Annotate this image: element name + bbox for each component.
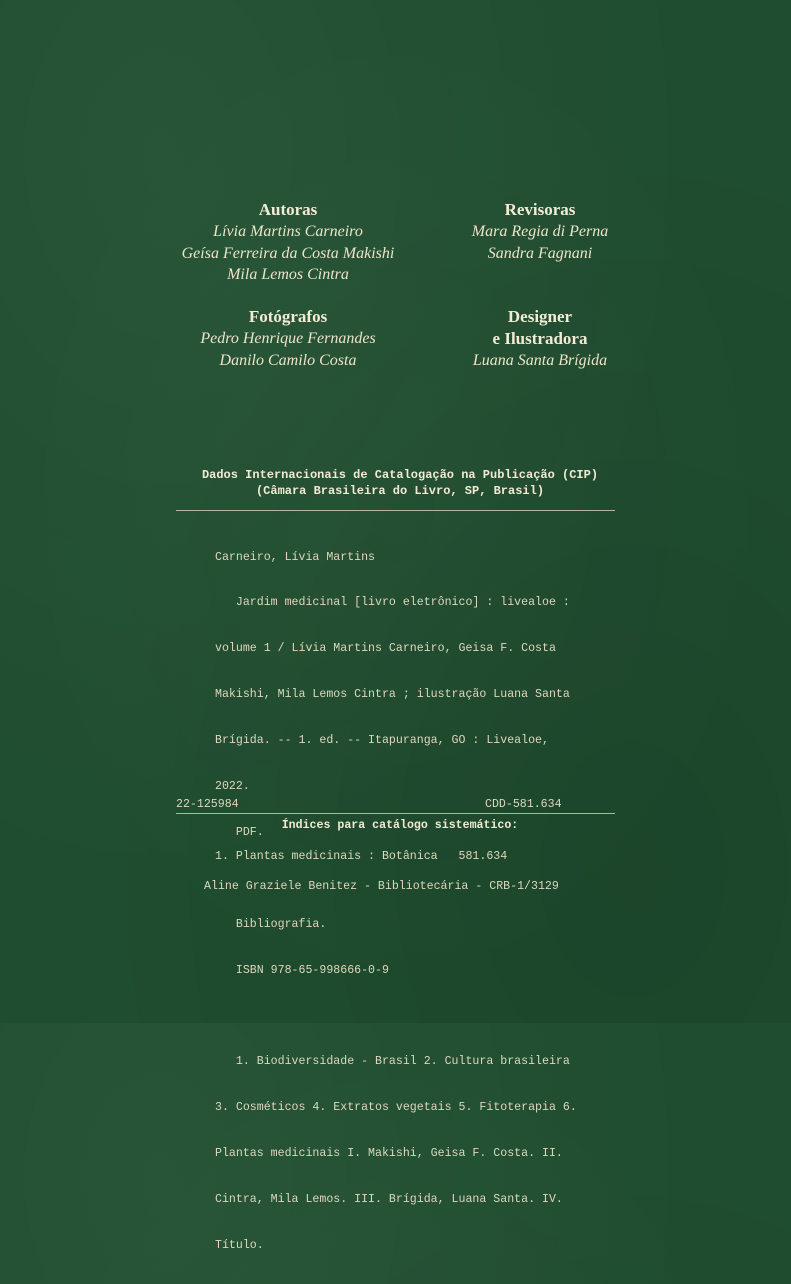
index-entry: 1. Plantas medicinais : Botânica 581.634 bbox=[215, 850, 508, 863]
credit-revisoras bbox=[440, 199, 640, 264]
cdd-number: CDD-581.634 bbox=[485, 798, 562, 811]
revisora-name: Mara Regia di Perna bbox=[471, 223, 609, 240]
cip-title bbox=[150, 467, 650, 499]
credit-fotografos bbox=[180, 306, 396, 371]
cip-line: Plantas medicinais I. Makishi, Geisa F. Costa. II. bbox=[215, 1147, 563, 1161]
fotografos-heading: Fotógrafos bbox=[248, 307, 328, 326]
credit-designer bbox=[440, 306, 640, 372]
cip-number: 22-125984 bbox=[176, 798, 239, 811]
revisoras-heading: Revisoras bbox=[504, 200, 576, 219]
cip-title-line2: (Câmara Brasileira do Livro, SP, Brasil) bbox=[255, 484, 545, 498]
cip-line: PDF. bbox=[215, 825, 264, 839]
cip-line: Makishi, Mila Lemos Cintra ; ilustração Luana Santa bbox=[215, 688, 570, 702]
cip-line: Carneiro, Lívia Martins bbox=[215, 550, 376, 564]
cip-line: Bibliografia. bbox=[215, 917, 327, 931]
cip-line: 3. Cosméticos 4. Extratos vegetais 5. Fitoterapia 6. bbox=[215, 1101, 577, 1115]
autora-name: Lívia Martins Carneiro bbox=[213, 223, 363, 240]
fotografo-name: Pedro Henrique Fernandes bbox=[200, 330, 376, 347]
cip-bottom-divider bbox=[176, 813, 615, 814]
librarian-credit: Aline Graziele Benitez - Bibliotecária - CRB-1/3129 bbox=[204, 880, 559, 893]
cip-line: ISBN 978-65-998666-0-9 bbox=[215, 963, 389, 977]
cip-line: 2022. bbox=[215, 780, 250, 794]
designer-name: Luana Santa Brígida bbox=[472, 352, 608, 369]
credit-autoras bbox=[170, 199, 406, 286]
cip-line: Cintra, Mila Lemos. III. Brígida, Luana Santa. IV. bbox=[215, 1193, 563, 1207]
cip-title-line1: Dados Internacionais de Catalogação na Publicação (CIP) bbox=[201, 468, 599, 482]
cip-line: Brígida. -- 1. ed. -- Itapuranga, GO : Livealoe, bbox=[215, 734, 549, 748]
cip-top-divider bbox=[176, 510, 615, 511]
autora-name: Geísa Ferreira da Costa Makishi bbox=[181, 244, 395, 262]
designer-heading-line2: e Ilustradora bbox=[492, 329, 588, 348]
fotografo-name: Danilo Camilo Costa bbox=[219, 351, 357, 369]
cip-line: 1. Biodiversidade - Brasil 2. Cultura brasileira bbox=[215, 1055, 570, 1069]
cip-catalog-record bbox=[215, 519, 625, 1284]
designer-heading-line1: Designer bbox=[507, 307, 573, 326]
cip-line: Título. bbox=[215, 1238, 264, 1252]
cip-line bbox=[215, 1009, 625, 1024]
autoras-heading: Autoras bbox=[258, 200, 318, 219]
cip-line: Jardim medicinal [livro eletrônico] : livealoe : bbox=[215, 596, 570, 610]
cip-line: volume 1 / Lívia Martins Carneiro, Geisa F. Costa bbox=[215, 642, 556, 656]
index-title: Índices para catálogo sistemático: bbox=[281, 819, 519, 832]
autora-name: Mila Lemos Cintra bbox=[227, 266, 349, 283]
revisora-name: Sandra Fagnani bbox=[487, 244, 593, 262]
